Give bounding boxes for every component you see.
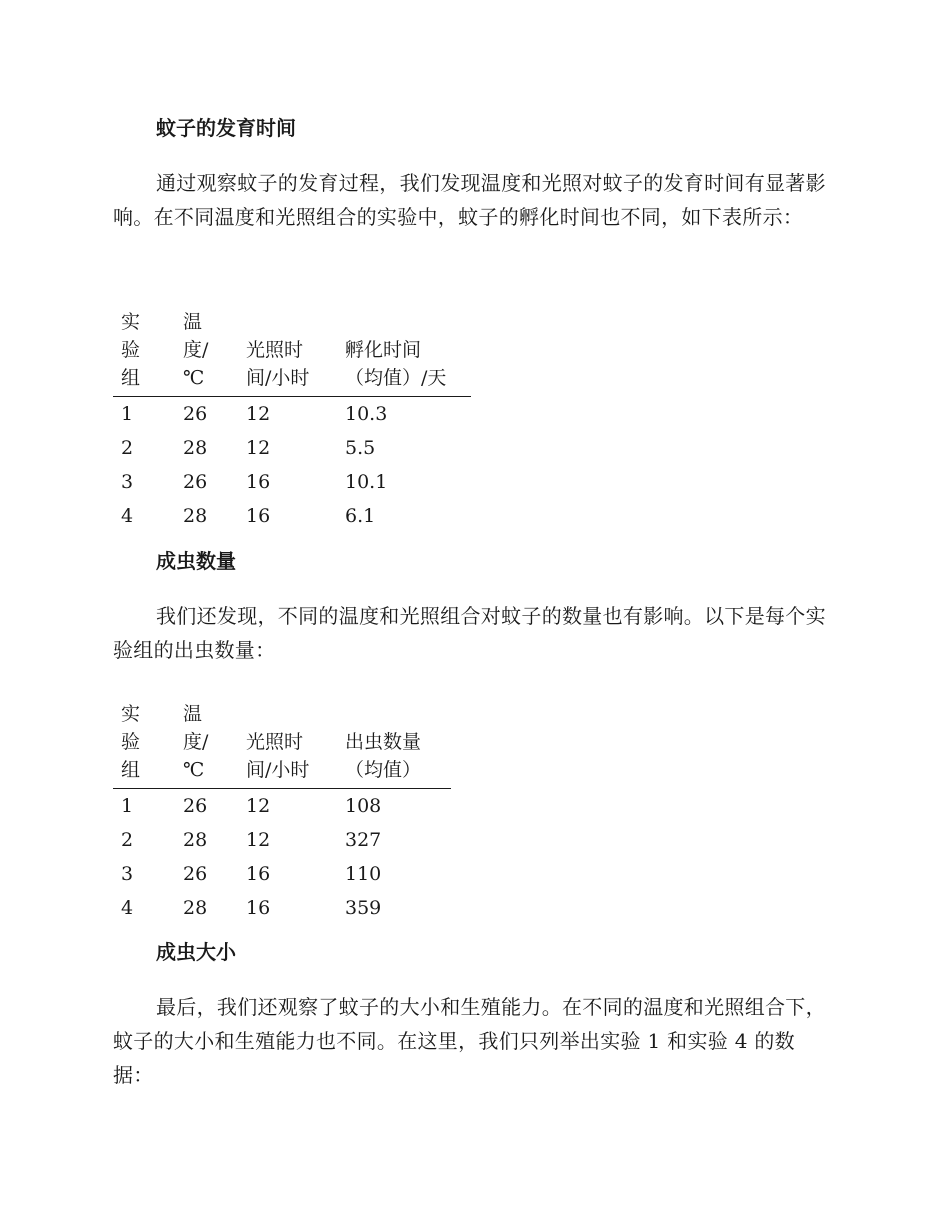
cell-temperature: 26: [183, 403, 208, 425]
header-hatching-time: 孵化时间 （均值）/天: [345, 308, 471, 397]
cell-adult-count: 108: [345, 795, 382, 817]
header-temperature: 温 度/ ℃: [183, 308, 246, 397]
cell-group: 1: [121, 403, 134, 425]
cell-light-hours: 12: [246, 829, 271, 851]
paragraph-adult-size: 最后，我们还观察了蚊子的大小和生殖能力。在不同的温度和光照组合下，蚊子的大小和生殖能力也不同。在这里，我们只列举出实验 1 和实验 4 的数据：: [113, 995, 826, 1087]
cell-temperature: 26: [183, 471, 208, 493]
paragraph-adult-count: 我们还发现，不同的温度和光照组合对蚊子的数量也有影响。以下是每个实验组的出虫数量：: [113, 604, 826, 662]
cell-group: 3: [121, 863, 134, 885]
cell-light-hours: 16: [246, 505, 271, 527]
paragraph-development-time: 通过观察蚊子的发育过程，我们发现温度和光照对蚊子的发育时间有显著影响。在不同温度和光照组合的实验中，蚊子的孵化时间也不同，如下表所示：: [113, 171, 826, 229]
cell-light-hours: 12: [246, 437, 271, 459]
cell-group: 3: [121, 471, 134, 493]
table-row: [113, 891, 451, 925]
header-group: 实 验 组: [113, 308, 183, 397]
cell-light-hours: 16: [246, 471, 271, 493]
table-row: [113, 465, 471, 499]
table-header-row: [113, 700, 451, 789]
cell-hatching-time: 10.3: [345, 403, 388, 425]
cell-light-hours: 16: [246, 863, 271, 885]
cell-hatching-time: 6.1: [345, 505, 376, 527]
header-adult-count: 出虫数量 （均值）: [345, 700, 451, 789]
table-row: [113, 499, 471, 533]
cell-temperature: 28: [183, 437, 208, 459]
cell-hatching-time: 10.1: [345, 471, 388, 493]
cell-light-hours: 16: [246, 897, 271, 919]
cell-group: 4: [121, 897, 134, 919]
header-light-hours: 光照时 间/小时: [246, 308, 345, 397]
table-row: [113, 431, 471, 465]
section-heading-development-time: 蚊子的发育时间: [156, 116, 296, 140]
cell-temperature: 28: [183, 829, 208, 851]
cell-temperature: 26: [183, 795, 208, 817]
cell-light-hours: 12: [246, 403, 271, 425]
cell-temperature: 26: [183, 863, 208, 885]
header-temperature: 温 度/ ℃: [183, 700, 246, 789]
adult-count-table: [113, 700, 451, 925]
cell-temperature: 28: [183, 505, 208, 527]
cell-hatching-time: 5.5: [345, 437, 376, 459]
table-row: [113, 789, 451, 824]
cell-group: 2: [121, 437, 134, 459]
cell-group: 1: [121, 795, 134, 817]
table-row: [113, 823, 451, 857]
cell-adult-count: 110: [345, 863, 382, 885]
header-light-hours: 光照时 间/小时: [246, 700, 345, 789]
table-row: [113, 397, 471, 432]
table-row: [113, 857, 451, 891]
cell-group: 2: [121, 829, 134, 851]
hatching-time-table: [113, 308, 471, 533]
cell-temperature: 28: [183, 897, 208, 919]
header-group: 实 验 组: [113, 700, 183, 789]
cell-group: 4: [121, 505, 134, 527]
section-heading-adult-size: 成虫大小: [156, 940, 236, 964]
section-heading-adult-count: 成虫数量: [156, 549, 236, 573]
table-header-row: [113, 308, 471, 397]
cell-adult-count: 359: [345, 897, 382, 919]
cell-light-hours: 12: [246, 795, 271, 817]
cell-adult-count: 327: [345, 829, 382, 851]
